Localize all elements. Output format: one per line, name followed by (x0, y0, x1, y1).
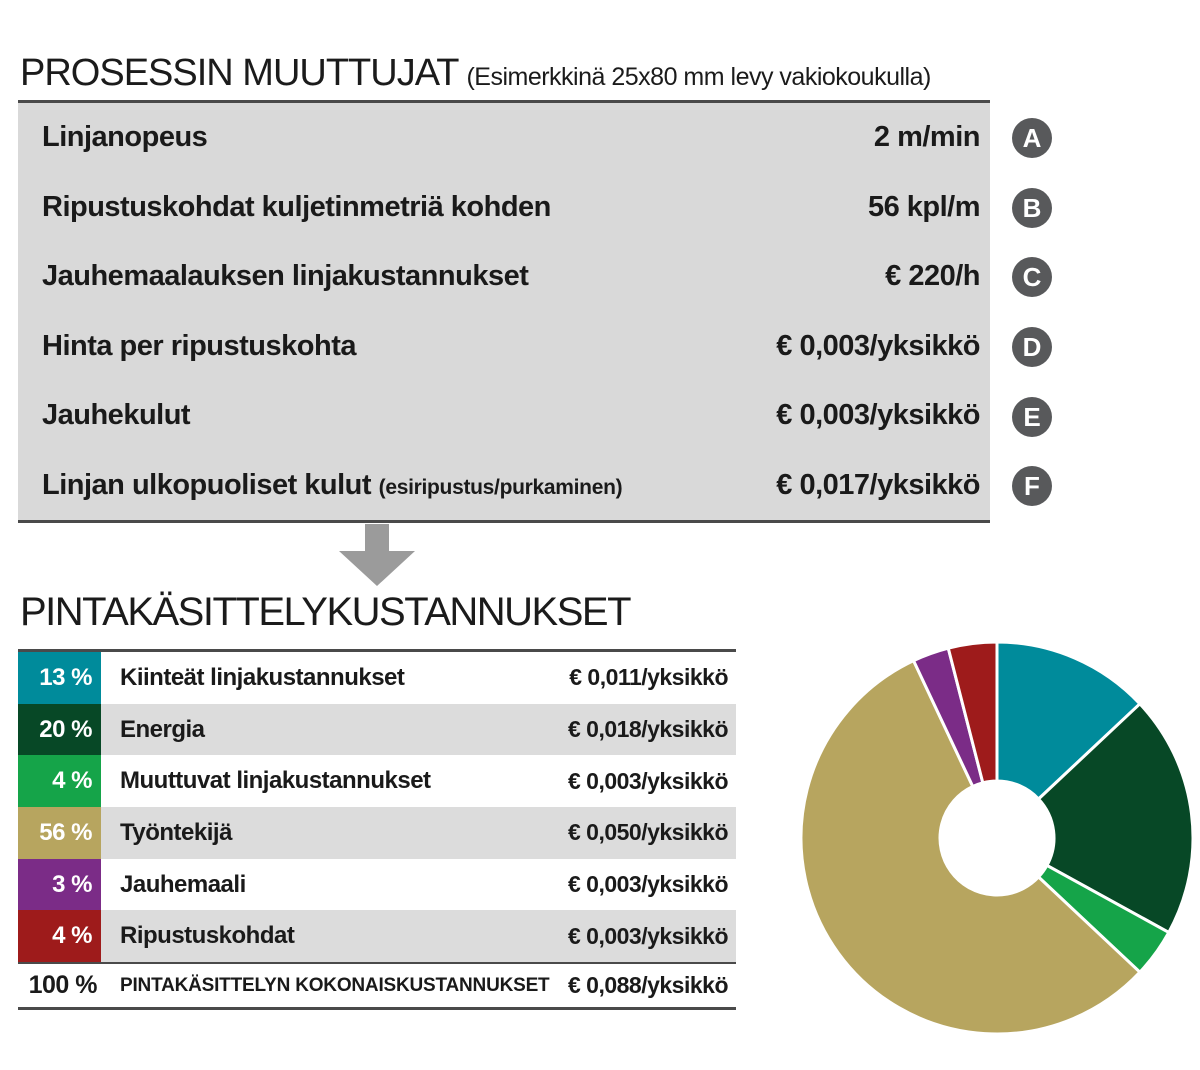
badge-b: B (1012, 188, 1052, 228)
cost-label: Energia (120, 715, 205, 743)
table-row (18, 242, 990, 312)
cost-percent: 13 % (39, 663, 92, 691)
cost-row (18, 755, 736, 807)
table-row (18, 451, 990, 521)
cost-color-swatch (18, 807, 101, 859)
section-title: PINTAKÄSITTELYKUSTANNUKSET (20, 590, 631, 634)
row-label (42, 399, 776, 432)
header (20, 52, 931, 95)
donut-chart (788, 633, 1200, 1051)
page-title: PROSESSIN MUUTTUJAT (20, 52, 459, 94)
badge-c: C (1012, 257, 1052, 297)
row-label-text: Ripustuskohdat kuljetinmetriä kohden (42, 190, 551, 223)
row-value: € 0,017/yksikkö (776, 468, 980, 501)
row-label-text: Linjan ulkopuoliset kulut (42, 468, 372, 501)
cost-color-swatch (18, 910, 101, 962)
cost-percent: 3 % (52, 870, 92, 898)
table-row (18, 173, 990, 243)
cost-value: € 0,003/yksikkö (567, 922, 728, 949)
cost-color-swatch (18, 859, 101, 911)
total-value: € 0,088/yksikkö (567, 972, 728, 999)
row-label (42, 260, 885, 293)
total-label: PINTAKÄSITTELYN KOKONAISKUSTANNUKSET (120, 974, 550, 996)
row-value: € 220/h (885, 260, 980, 293)
row-label (42, 469, 776, 502)
page-subtitle: (Esimerkkinä 25x80 mm levy vakiokoukulla) (466, 63, 931, 91)
row-value: 2 m/min (873, 121, 980, 154)
cost-row (18, 704, 736, 756)
badge-d: D (1012, 327, 1052, 367)
process-variables-table (18, 100, 990, 523)
cost-value: € 0,018/yksikkö (567, 716, 728, 743)
cost-percent: 4 % (52, 922, 92, 950)
cost-label: Ripustuskohdat (120, 922, 295, 950)
cost-row (18, 652, 736, 704)
cost-value: € 0,003/yksikkö (567, 767, 728, 794)
row-value: 56 kpl/m (867, 190, 980, 223)
cost-value: € 0,011/yksikkö (569, 664, 728, 691)
cost-label: Työntekijä (120, 818, 232, 846)
cost-row (18, 859, 736, 911)
down-arrow-icon (339, 524, 415, 586)
cost-percent: 56 % (39, 818, 92, 846)
table-row (18, 103, 990, 173)
cost-percent: 4 % (52, 767, 92, 795)
total-percent: 100 % (28, 971, 97, 1000)
cost-value: € 0,050/yksikkö (567, 819, 728, 846)
row-value: € 0,003/yksikkö (776, 329, 980, 362)
cost-percent: 20 % (39, 715, 92, 743)
cost-label: Muuttuvat linjakustannukset (120, 767, 431, 795)
row-label-text: Jauhekulut (42, 399, 191, 432)
cost-row (18, 807, 736, 859)
table-row (18, 381, 990, 451)
row-label-text: Linjanopeus (42, 121, 208, 154)
row-label-note: (esiripustus/purkaminen) (378, 475, 623, 499)
row-label (42, 121, 874, 154)
badge-f: F (1012, 466, 1052, 506)
row-label (42, 191, 868, 224)
cost-value: € 0,003/yksikkö (567, 871, 728, 898)
cost-row (18, 910, 736, 962)
cost-label: Kiinteät linjakustannukset (120, 663, 405, 691)
cost-color-swatch (18, 755, 101, 807)
row-value: € 0,003/yksikkö (776, 399, 980, 432)
cost-color-swatch (18, 652, 101, 704)
row-label (42, 330, 776, 363)
table-row (18, 312, 990, 382)
badge-e: E (1012, 397, 1052, 437)
cost-label: Jauhemaali (120, 870, 246, 898)
total-row (18, 962, 736, 1010)
row-label-text: Jauhemaalauksen linjakustannukset (42, 260, 529, 293)
row-label-text: Hinta per ripustuskohta (42, 329, 356, 362)
cost-table (18, 649, 736, 1010)
badge-a: A (1012, 118, 1052, 158)
cost-color-swatch (18, 704, 101, 756)
